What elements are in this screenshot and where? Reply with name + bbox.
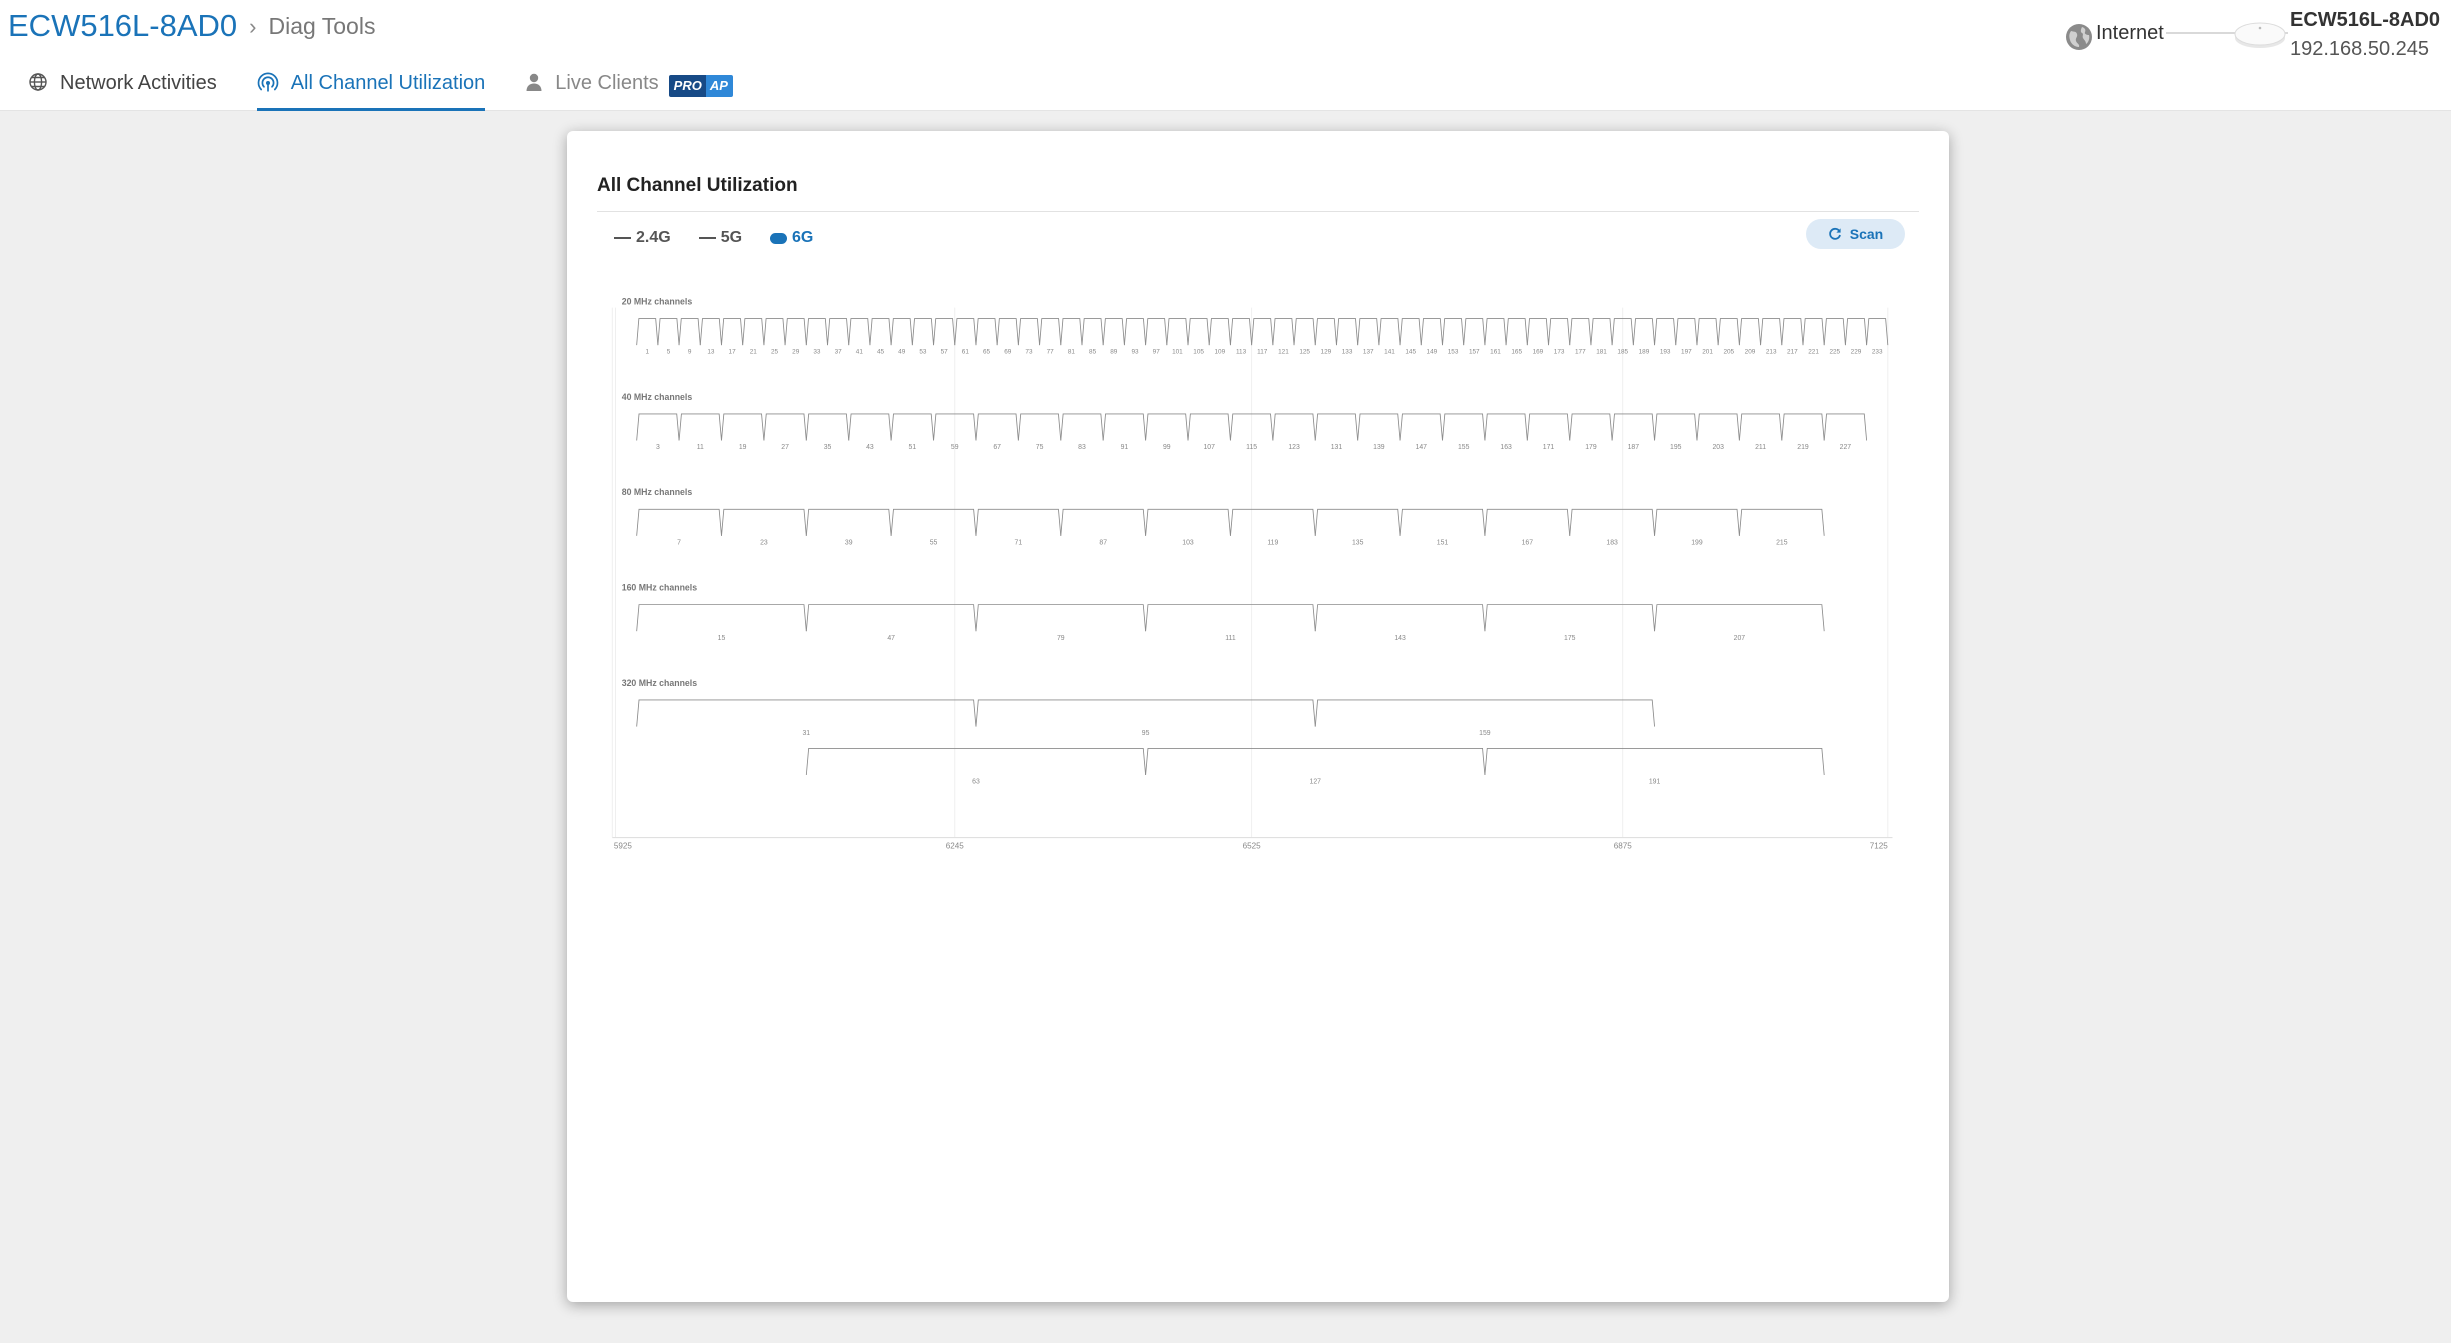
channel-label: 5 — [666, 348, 671, 356]
channel-box — [785, 319, 806, 346]
channel-box — [1061, 414, 1103, 441]
x-tick-label: 7125 — [1869, 841, 1888, 851]
channel-box — [721, 509, 806, 536]
channel-box — [1485, 319, 1506, 346]
device-info — [2290, 8, 2440, 64]
chevron-right-icon: › — [249, 14, 257, 39]
channel-box — [1400, 414, 1442, 441]
channel-box — [1103, 319, 1124, 346]
channel-box — [1358, 414, 1400, 441]
channel-label: 213 — [1765, 348, 1777, 356]
channel-box — [1549, 319, 1570, 346]
internet-label: Internet — [2096, 22, 2164, 44]
channel-label: 165 — [1511, 348, 1523, 356]
channel-box — [976, 319, 997, 346]
channel-label: 199 — [1691, 539, 1703, 547]
channel-label: 139 — [1373, 444, 1385, 452]
channel-box — [1591, 319, 1612, 346]
channel-label: 85 — [1089, 348, 1097, 356]
channel-label: 69 — [1004, 348, 1012, 356]
person-icon — [525, 72, 543, 92]
channel-label: 25 — [770, 348, 779, 356]
x-tick-label: 6875 — [1613, 841, 1632, 851]
channel-label: 171 — [1542, 444, 1555, 452]
channel-box — [1612, 414, 1654, 441]
channel-label: 141 — [1384, 348, 1395, 356]
channel-box — [1718, 319, 1739, 346]
channel-label: 145 — [1405, 348, 1417, 356]
channel-box — [1739, 509, 1824, 536]
channel-label: 219 — [1797, 444, 1809, 452]
channel-box — [1146, 414, 1188, 441]
channel-label: 117 — [1257, 348, 1268, 356]
breadcrumb-device-link[interactable]: ECW516L-8AD0 — [8, 8, 238, 43]
channel-label: 135 — [1351, 539, 1364, 547]
channel-label: 73 — [1025, 348, 1033, 356]
channel-label: 143 — [1394, 634, 1406, 642]
wifi-signal-icon — [257, 72, 279, 94]
channel-box — [1336, 319, 1357, 346]
channel-label: 11 — [696, 444, 704, 452]
row-label: 160 MHz channels — [621, 582, 698, 593]
channel-label: 179 — [1585, 444, 1597, 452]
channel-box — [1167, 319, 1188, 346]
channel-label: 187 — [1627, 444, 1640, 452]
channel-box — [806, 509, 891, 536]
channel-box — [1867, 319, 1888, 346]
channel-label: 211 — [1755, 444, 1767, 452]
device-ip: 192.168.50.245 — [2290, 38, 2430, 60]
channel-box — [1485, 605, 1655, 632]
channel-label: 227 — [1839, 444, 1852, 452]
channel-box — [849, 414, 891, 441]
channel-label: 173 — [1553, 348, 1565, 356]
channel-label: 53 — [919, 348, 927, 356]
channel-box — [1315, 700, 1654, 727]
channel-label: 127 — [1309, 778, 1321, 786]
breadcrumb-current-page: Diag Tools — [268, 12, 376, 39]
channel-box — [700, 319, 721, 346]
channel-label: 79 — [1056, 634, 1065, 642]
channel-label: 93 — [1131, 348, 1139, 356]
channel-label: 111 — [1225, 634, 1236, 642]
channel-box — [806, 748, 1145, 775]
channel-label: 209 — [1744, 348, 1756, 356]
channel-box — [1655, 509, 1740, 536]
row-label: 40 MHz channels — [621, 391, 693, 402]
channel-box — [1252, 319, 1273, 346]
channel-box — [1146, 509, 1231, 536]
channel-label: 225 — [1829, 348, 1841, 356]
channel-label: 113 — [1235, 348, 1247, 356]
internet-globe-icon — [2060, 18, 2098, 56]
channel-box — [1061, 509, 1146, 536]
channel-label: 57 — [940, 348, 948, 356]
channel-box — [1655, 414, 1697, 441]
channel-label: 131 — [1330, 444, 1343, 452]
channel-label: 203 — [1712, 444, 1724, 452]
channel-box — [1824, 414, 1866, 441]
channel-box — [1230, 509, 1315, 536]
channel-label: 163 — [1500, 444, 1512, 452]
row-label: 320 MHz channels — [621, 677, 698, 688]
channel-label: 89 — [1110, 348, 1118, 356]
channel-box — [976, 700, 1315, 727]
channel-label: 15 — [717, 634, 726, 642]
channel-box — [1146, 605, 1316, 632]
x-tick-label: 6525 — [1242, 841, 1261, 851]
channel-box — [1273, 319, 1294, 346]
channel-box — [721, 414, 763, 441]
channel-box — [976, 509, 1061, 536]
channel-label: 193 — [1659, 348, 1671, 356]
channel-label: 229 — [1850, 348, 1862, 356]
channel-label: 125 — [1299, 348, 1310, 356]
channel-label: 155 — [1457, 444, 1470, 452]
channel-label: 47 — [887, 634, 895, 642]
channel-label: 167 — [1521, 539, 1534, 547]
channel-box — [1697, 319, 1718, 346]
channel-label: 205 — [1723, 348, 1735, 356]
channel-box — [828, 319, 849, 346]
channel-box — [976, 414, 1018, 441]
channel-box — [1315, 319, 1336, 346]
channel-box — [891, 509, 976, 536]
channel-label: 77 — [1046, 348, 1054, 356]
channel-box — [891, 414, 933, 441]
channel-label: 161 — [1490, 348, 1501, 356]
channel-box — [1803, 319, 1824, 346]
channel-label: 67 — [993, 444, 1001, 452]
channel-label: 119 — [1267, 539, 1279, 547]
channel-label: 181 — [1596, 348, 1607, 356]
channel-box — [1442, 414, 1484, 441]
channel-label: 207 — [1733, 634, 1746, 642]
channel-box — [1273, 414, 1315, 441]
channel-label: 1 — [645, 348, 650, 356]
channel-label: 215 — [1776, 539, 1788, 547]
channel-box — [743, 319, 764, 346]
pro-ap-badge: PRO AP — [669, 75, 733, 97]
channel-label: 103 — [1182, 539, 1194, 547]
x-tick-label: 6245 — [945, 841, 964, 851]
channel-box — [1082, 319, 1103, 346]
channel-label: 87 — [1099, 539, 1108, 547]
channel-label: 83 — [1078, 444, 1086, 452]
channel-box — [1655, 605, 1825, 632]
channel-label: 35 — [823, 444, 832, 452]
channel-label: 43 — [866, 444, 874, 452]
channel-label: 21 — [749, 348, 757, 356]
channel-label: 169 — [1532, 348, 1544, 356]
channel-label: 177 — [1574, 348, 1586, 356]
channel-box — [679, 319, 700, 346]
channel-label: 115 — [1246, 444, 1258, 452]
channel-label: 37 — [834, 348, 842, 356]
channel-label: 129 — [1320, 348, 1332, 356]
channel-box — [658, 319, 679, 346]
channel-box — [1485, 748, 1824, 775]
channel-label: 33 — [813, 348, 821, 356]
channel-box — [764, 414, 806, 441]
channel-box — [1485, 414, 1527, 441]
channel-label: 95 — [1141, 730, 1150, 738]
channel-label: 97 — [1152, 348, 1160, 356]
channel-box — [1188, 414, 1230, 441]
channel-box — [997, 319, 1018, 346]
channel-label: 63 — [972, 778, 980, 786]
channel-label: 195 — [1670, 444, 1682, 452]
device-name: ECW516L-8AD0 — [2290, 9, 2441, 31]
tab-label: Network Activities — [60, 72, 217, 94]
channel-label: 65 — [983, 348, 991, 356]
channel-label: 39 — [844, 539, 853, 547]
channel-box — [1570, 414, 1612, 441]
scan-button[interactable]: Scan — [1806, 219, 1905, 249]
channel-box — [1527, 414, 1569, 441]
channel-label: 101 — [1172, 348, 1183, 356]
channel-box — [637, 414, 679, 441]
channel-label: 185 — [1617, 348, 1629, 356]
channel-box — [806, 319, 827, 346]
channel-label: 151 — [1436, 539, 1449, 547]
channel-label: 233 — [1871, 348, 1883, 356]
channel-box — [637, 605, 807, 632]
channel-box — [1570, 509, 1655, 536]
channel-label: 157 — [1468, 348, 1480, 356]
channel-box — [1570, 319, 1591, 346]
channel-label: 27 — [781, 444, 789, 452]
top-bar — [0, 0, 2451, 111]
channel-box — [1103, 414, 1145, 441]
channel-box — [849, 319, 870, 346]
tab-live-clients[interactable] — [525, 70, 733, 111]
band-2-4g[interactable]: 2.4G — [614, 229, 671, 247]
channel-box — [1146, 748, 1485, 775]
tab-label: All Channel Utilization — [290, 72, 486, 94]
channel-label: 105 — [1193, 348, 1204, 356]
access-point-icon — [2232, 16, 2288, 52]
channel-label: 175 — [1564, 634, 1576, 642]
channel-label: 99 — [1162, 444, 1171, 452]
channel-label: 107 — [1203, 444, 1215, 452]
channel-label: 197 — [1681, 348, 1692, 356]
channel-box — [955, 319, 976, 346]
channel-box — [1761, 319, 1782, 346]
channel-utilization-card — [567, 131, 1949, 1302]
channel-label: 189 — [1638, 348, 1650, 356]
channel-label: 31 — [802, 730, 811, 738]
channel-box — [1442, 319, 1463, 346]
breadcrumb — [8, 8, 375, 44]
channel-label: 109 — [1214, 348, 1226, 356]
channel-box — [1421, 319, 1442, 346]
row-label: 80 MHz channels — [621, 487, 693, 498]
channel-label: 217 — [1787, 348, 1798, 356]
channel-box — [1315, 509, 1400, 536]
channel-box — [1018, 319, 1039, 346]
channel-label: 75 — [1035, 444, 1044, 452]
channel-label: 17 — [728, 348, 736, 356]
channel-label: 133 — [1341, 348, 1353, 356]
channel-label: 41 — [855, 348, 863, 356]
channel-box — [679, 414, 721, 441]
channel-box — [806, 414, 848, 441]
channel-box — [1358, 319, 1379, 346]
channel-box — [1315, 414, 1357, 441]
chart-plot-group — [612, 297, 1892, 851]
x-tick-label: 5925 — [613, 841, 632, 851]
channel-label: 137 — [1362, 348, 1374, 356]
channel-box — [1400, 509, 1485, 536]
channel-box — [1124, 319, 1145, 346]
tab-bar — [28, 70, 773, 111]
channel-box — [1676, 319, 1697, 346]
channel-label: 91 — [1120, 444, 1129, 452]
channel-box — [637, 509, 722, 536]
channel-label: 59 — [950, 444, 959, 452]
channel-box — [1294, 319, 1315, 346]
channel-box — [1209, 319, 1230, 346]
channel-label: 23 — [760, 539, 768, 547]
channel-box — [1527, 319, 1548, 346]
tab-all-channel-utilization[interactable] — [257, 70, 486, 111]
channel-label: 191 — [1648, 778, 1661, 786]
channel-box — [1782, 319, 1803, 346]
channel-box — [1230, 319, 1251, 346]
channel-chart — [567, 131, 1949, 1131]
channel-box — [891, 319, 912, 346]
channel-label: 61 — [961, 348, 969, 356]
channel-box — [1782, 414, 1824, 441]
channel-box — [1464, 319, 1485, 346]
channel-label: 13 — [707, 348, 715, 356]
channel-label: 153 — [1447, 348, 1459, 356]
channel-label: 121 — [1278, 348, 1289, 356]
channel-label: 123 — [1288, 444, 1300, 452]
channel-box — [721, 319, 742, 346]
globe-icon — [28, 72, 48, 92]
channel-box — [1315, 605, 1485, 632]
row-label: 20 MHz channels — [621, 296, 693, 307]
channel-box — [1040, 319, 1061, 346]
channel-box — [1633, 319, 1654, 346]
channel-label: 49 — [898, 348, 906, 356]
channel-label: 7 — [677, 539, 681, 547]
channel-label: 71 — [1014, 539, 1023, 547]
channel-box — [1697, 414, 1739, 441]
channel-box — [637, 319, 658, 346]
channel-label: 55 — [929, 539, 938, 547]
channel-box — [1485, 509, 1570, 536]
channel-box — [1400, 319, 1421, 346]
band-5g[interactable]: 5G — [699, 229, 742, 247]
channel-box — [1845, 319, 1866, 346]
channel-box — [1739, 414, 1781, 441]
tab-network-activities[interactable] — [28, 70, 217, 111]
channel-box — [934, 319, 955, 346]
channel-box — [1379, 319, 1400, 346]
channel-label: 159 — [1479, 730, 1491, 738]
channel-label: 3 — [655, 444, 660, 452]
channel-box — [1188, 319, 1209, 346]
channel-box — [912, 319, 933, 346]
channel-label: 201 — [1702, 348, 1713, 356]
channel-label: 149 — [1426, 348, 1438, 356]
tab-label: Live Clients — [555, 72, 659, 94]
channel-label: 19 — [738, 444, 747, 452]
channel-box — [1018, 414, 1060, 441]
channel-label: 29 — [792, 348, 800, 356]
channel-box — [1739, 319, 1760, 346]
channel-label: 9 — [687, 348, 692, 356]
channel-label: 51 — [908, 444, 917, 452]
channel-box — [764, 319, 785, 346]
channel-box — [806, 605, 976, 632]
card-title: All Channel Utilization — [597, 175, 798, 196]
channel-box — [1061, 319, 1082, 346]
channel-box — [637, 700, 976, 727]
channel-box — [976, 605, 1146, 632]
channel-box — [1824, 319, 1845, 346]
channel-box — [870, 319, 891, 346]
channel-label: 221 — [1808, 348, 1819, 356]
channel-label: 183 — [1606, 539, 1618, 547]
channel-label: 45 — [876, 348, 885, 356]
channel-box — [1146, 319, 1167, 346]
channel-label: 81 — [1067, 348, 1075, 356]
band-6g[interactable]: 6G — [770, 229, 813, 247]
channel-label: 147 — [1415, 444, 1428, 452]
channel-box — [1506, 319, 1527, 346]
channel-box — [1655, 319, 1676, 346]
